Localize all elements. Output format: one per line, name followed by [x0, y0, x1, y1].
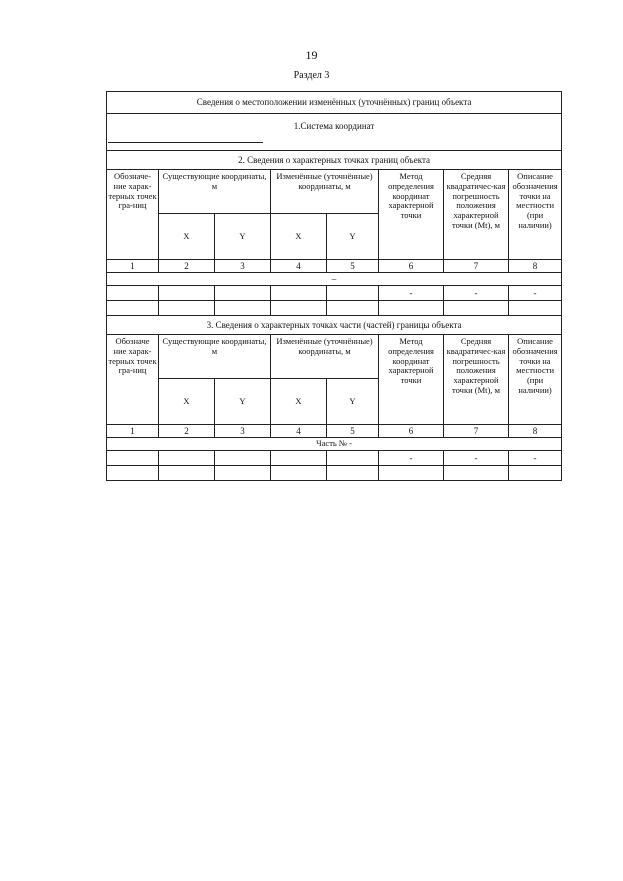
s2-header-x-changed: X — [271, 214, 327, 260]
s2-number-row — [107, 260, 562, 273]
s3-col-number: 6 — [379, 425, 444, 438]
s2-header-y-existing: Y — [215, 214, 271, 260]
s2-header-changed: Изменённые (уточнённые) координаты, м — [271, 170, 379, 214]
s2-col-number: 2 — [159, 260, 215, 273]
s3-col-number: 8 — [509, 425, 562, 438]
s3-header-y-changed: Y — [327, 379, 379, 425]
s3-number-row — [107, 425, 562, 438]
s2-header-x-existing: X — [159, 214, 215, 260]
s3-part-label: Часть № - — [107, 438, 562, 451]
section-label: Раздел 3 — [293, 70, 330, 81]
coordinate-system-label: 1.Система координат — [293, 121, 375, 132]
s3-header-existing: Существующие координаты, м — [159, 335, 271, 379]
s3-header-x-existing: X — [159, 379, 215, 425]
s2-header-existing: Существующие координаты, м — [159, 170, 271, 214]
s2-header-method: Метод определения координат характерной точки — [379, 170, 444, 260]
table-row — [107, 466, 562, 481]
s2-header-description: Описание обозначения точки на местности (при наличии) — [509, 170, 562, 260]
s3-col-number: 2 — [159, 425, 215, 438]
s2-col-number: 1 — [107, 260, 159, 273]
s3-col-number: 3 — [215, 425, 271, 438]
s2-col-number: 7 — [444, 260, 509, 273]
coordinate-system-cell — [107, 114, 562, 151]
s3-method-dash: - — [379, 451, 444, 466]
s3-header-x-changed: X — [271, 379, 327, 425]
s2-description-dash: - — [509, 286, 562, 301]
s2-header-point: Обозначе-ние харак-терных точек гра-ниц — [107, 170, 159, 260]
s2-header-error: Средняя квадратичес-кая погрешность положения характерной точки (Mt), м — [444, 170, 509, 260]
s3-description-dash: - — [509, 451, 562, 466]
s3-col-number: 5 — [327, 425, 379, 438]
s2-error-dash: - — [444, 286, 509, 301]
s3-header-point: Обозначе ние харак-терных точек гра-ниц — [107, 335, 159, 425]
boundary-table — [106, 91, 562, 481]
s3-col-number: 4 — [271, 425, 327, 438]
s3-col-number: 7 — [444, 425, 509, 438]
s3-header-method: Метод определения координат характерной точки — [379, 335, 444, 425]
s3-col-number: 1 — [107, 425, 159, 438]
section3-title: 3. Сведения о характерных точках части (частей) границы объекта — [107, 316, 562, 335]
s2-col-number: 8 — [509, 260, 562, 273]
s3-header-description: Описание обозначения точки на местности (при наличии) — [509, 335, 562, 425]
page-number: 19 — [305, 48, 318, 62]
s3-header-y-existing: Y — [215, 379, 271, 425]
table-title: Сведения о местоположении изменённых (уточнённых) границ объекта — [107, 92, 562, 114]
s3-error-dash: - — [444, 451, 509, 466]
table-row — [107, 301, 562, 316]
s3-header-changed: Изменённые (уточнённые) координаты, м — [271, 335, 379, 379]
s2-header-y-changed: Y — [327, 214, 379, 260]
section2-title: 2. Сведения о характерных точках границ объекта — [107, 151, 562, 170]
s3-header-error: Средняя квадратичес-кая погрешность положения характерной точки (Mt), м — [444, 335, 509, 425]
s2-empty-marker: – — [107, 273, 562, 286]
s2-col-number: 5 — [327, 260, 379, 273]
s2-col-number: 4 — [271, 260, 327, 273]
table-row — [107, 286, 562, 301]
s2-method-dash: - — [379, 286, 444, 301]
coordinate-system-line — [108, 142, 263, 143]
s2-col-number: 6 — [379, 260, 444, 273]
s2-col-number: 3 — [215, 260, 271, 273]
table-row — [107, 451, 562, 466]
